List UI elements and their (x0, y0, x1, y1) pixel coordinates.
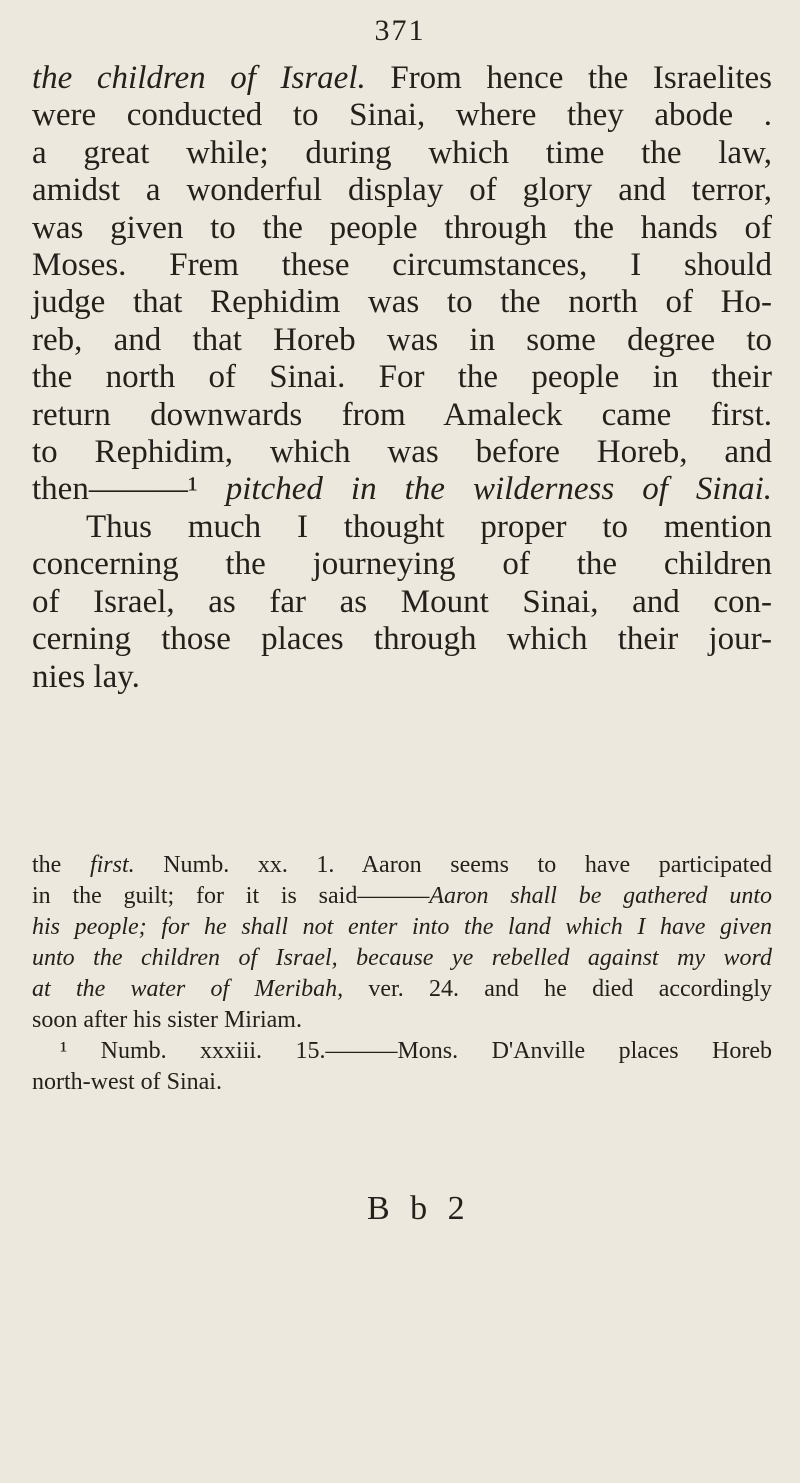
body-text-line: were conducted to Sinai, where they abode . (32, 97, 772, 134)
footnote-line: north-west of Sinai. (32, 1069, 222, 1095)
body-text-line: was given to the people through the hands of (32, 209, 772, 246)
footnote-line-segment: ver. 24. and he died accordingly (343, 976, 772, 1002)
body-text-line (32, 471, 772, 508)
body-text-line: amidst a wonderful display of glory and terror, (32, 172, 772, 209)
footnote-line-segment: Aaron shall be gathered unto (429, 883, 772, 909)
body-text-line: return downwards from Amaleck came first. (32, 396, 772, 433)
body-text-line-segment: the children of Israel. (32, 60, 366, 96)
footnote-line-segment: at the water of Meribah, (32, 976, 344, 1002)
footnote-line: soon after his sister Miriam. (32, 1007, 302, 1033)
footnote-line: ¹ Numb. xxxiii. 15.———Mons. D'Anville places Horeb (60, 1038, 772, 1064)
body-text-line: the north of Sinai. For the people in their (32, 359, 772, 396)
footnote-line-segment: first. (89, 852, 135, 878)
body-text-line: a great while; during which time the law, (32, 134, 772, 171)
body-text-line: Thus much I thought proper to mention (86, 508, 772, 545)
footnote-line (32, 850, 772, 881)
body-text-line: to Rephidim, which was before Horeb, and (32, 434, 772, 471)
body-text-line: judge that Rephidim was to the north of Ho- (32, 284, 772, 321)
footnote-line-segment: in the guilt; for it is said——— (32, 883, 430, 909)
footnote-line (32, 912, 772, 943)
body-text-line-segment: pitched in the wilderness of Sinai. (225, 471, 772, 508)
signature-mark: B b 2 (367, 1190, 471, 1227)
footnote-line (32, 974, 772, 1005)
body-text-line-segment: then——— (32, 471, 188, 508)
main-text-block (32, 60, 772, 696)
footnote-line-segment: his people; for he shall not enter into the land which I have given (32, 914, 772, 940)
body-text-line: reb, and that Horeb was in some degree to (32, 321, 772, 358)
footnote-line-segment: unto the children of Israel, because ye rebelled against my word (32, 945, 772, 971)
body-text-line: Moses. Frem these circumstances, I should (32, 247, 772, 284)
footnote-line-segment: the (32, 852, 90, 878)
body-text-line: concerning the journeying of the children (32, 546, 772, 583)
footnote-line (32, 881, 772, 912)
body-text-line-segment: From hence the Israelites (365, 60, 772, 96)
body-text-line-segment: ¹ (187, 471, 226, 508)
body-text-line: nies lay. (32, 658, 140, 695)
body-text-line (32, 60, 772, 97)
body-text-line: cerning those places through which their jour- (32, 621, 772, 658)
page-number: 371 (374, 14, 426, 47)
footnotes-block (32, 850, 772, 1098)
footnote-line (32, 943, 772, 974)
body-text-line: of Israel, as far as Mount Sinai, and con- (32, 583, 772, 620)
footnote-line-segment: Numb. xx. 1. Aaron seems to have participated (134, 852, 772, 878)
